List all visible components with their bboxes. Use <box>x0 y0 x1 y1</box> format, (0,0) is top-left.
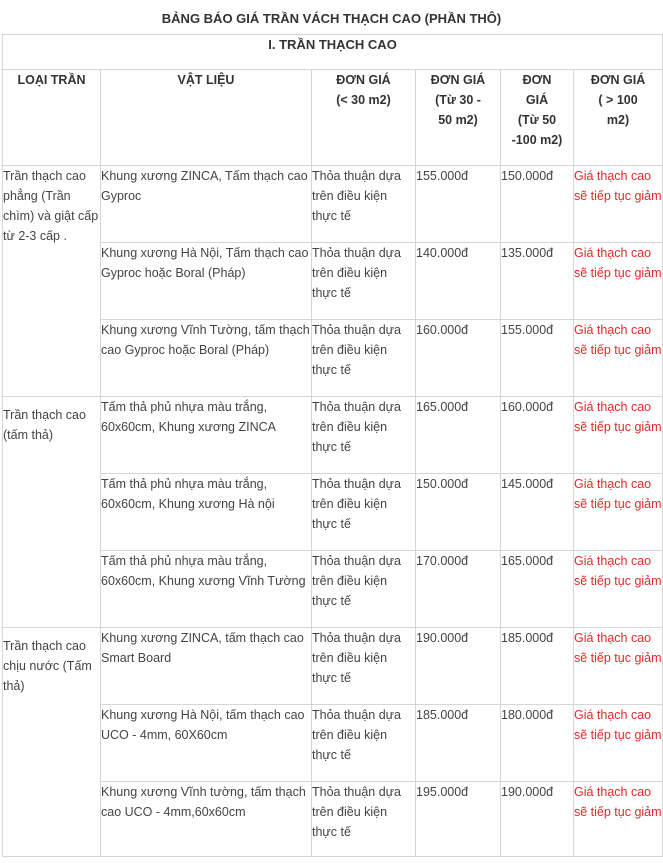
header-price-30-50: ĐƠN GIÁ (Từ 30 - 50 m2) <box>416 70 501 166</box>
section-title: I. TRẦN THẠCH CAO <box>3 35 663 70</box>
ceiling-type-cell: Trần thạch cao chịu nước (Tấm thả) <box>3 628 101 857</box>
price-under-30-cell: Thỏa thuận dựa trên điều kiện thực tế <box>312 782 416 857</box>
material-cell: Tấm thả phủ nhựa màu trắng, 60x60cm, Khung xương Hà nội <box>101 474 312 551</box>
price-over-100-cell: Giá thạch cao sẽ tiếp tục giảm <box>574 320 663 397</box>
price-30-50-cell: 155.000đ <box>416 166 501 243</box>
price-30-50-cell: 185.000đ <box>416 705 501 782</box>
price-30-50-cell: 195.000đ <box>416 782 501 857</box>
price-30-50-cell: 140.000đ <box>416 243 501 320</box>
table-row <box>3 628 663 705</box>
price-over-100-cell: Giá thạch cao sẽ tiếp tục giảm <box>574 397 663 474</box>
section-header-row <box>3 35 663 70</box>
price-under-30-cell: Thỏa thuận dựa trên điều kiện thực tế <box>312 474 416 551</box>
table-row <box>3 705 663 782</box>
material-cell: Khung xương Hà Nội, Tấm thạch cao Gyproc hoặc Boral (Pháp) <box>101 243 312 320</box>
ceiling-type-cell: Trần thạch cao phẳng (Trần chìm) và giật cấp từ 2-3 cấp . <box>3 166 101 397</box>
price-50-100-cell: 135.000đ <box>501 243 574 320</box>
price-over-100-cell: Giá thạch cao sẽ tiếp tục giảm <box>574 474 663 551</box>
price-under-30-cell: Thỏa thuận dựa trên điều kiện thực tế <box>312 243 416 320</box>
price-50-100-cell: 190.000đ <box>501 782 574 857</box>
header-price-under-30: ĐƠN GIÁ (< 30 m2) <box>312 70 416 166</box>
header-price-over-100: ĐƠN GIÁ ( > 100 m2) <box>574 70 663 166</box>
material-cell: Khung xương ZINCA, Tấm thạch cao Gyproc <box>101 166 312 243</box>
price-over-100-cell: Giá thạch cao sẽ tiếp tục giảm <box>574 782 663 857</box>
price-30-50-cell: 165.000đ <box>416 397 501 474</box>
table-row <box>3 243 663 320</box>
header-material: VẬT LIỆU <box>101 70 312 166</box>
price-50-100-cell: 185.000đ <box>501 628 574 705</box>
material-cell: Khung xương Vĩnh tường, tấm thạch cao UCO - 4mm,60x60cm <box>101 782 312 857</box>
ceiling-type-cell: Trần thạch cao (tấm thả) <box>3 397 101 628</box>
price-50-100-cell: 150.000đ <box>501 166 574 243</box>
material-cell: Tấm thả phủ nhựa màu trắng, 60x60cm, Khung xương Vĩnh Tường <box>101 551 312 628</box>
table-row <box>3 166 663 243</box>
price-under-30-cell: Thỏa thuận dựa trên điều kiện thực tế <box>312 166 416 243</box>
price-50-100-cell: 165.000đ <box>501 551 574 628</box>
table-caption: BẢNG BÁO GIÁ TRẦN VÁCH THẠCH CAO (PHẦN THÔ) <box>161 11 502 26</box>
price-30-50-cell: 190.000đ <box>416 628 501 705</box>
material-cell: Tấm thả phủ nhựa màu trắng, 60x60cm, Khung xương ZINCA <box>101 397 312 474</box>
price-50-100-cell: 145.000đ <box>501 474 574 551</box>
price-under-30-cell: Thỏa thuận dựa trên điều kiện thực tế <box>312 705 416 782</box>
price-50-100-cell: 155.000đ <box>501 320 574 397</box>
price-under-30-cell: Thỏa thuận dựa trên điều kiện thực tế <box>312 551 416 628</box>
price-30-50-cell: 150.000đ <box>416 474 501 551</box>
table-row <box>3 320 663 397</box>
price-under-30-cell: Thỏa thuận dựa trên điều kiện thực tế <box>312 397 416 474</box>
price-under-30-cell: Thỏa thuận dựa trên điều kiện thực tế <box>312 628 416 705</box>
table-row <box>3 474 663 551</box>
price-30-50-cell: 160.000đ <box>416 320 501 397</box>
price-over-100-cell: Giá thạch cao sẽ tiếp tục giảm <box>574 166 663 243</box>
material-cell: Khung xương ZINCA, tấm thạch cao Smart Board <box>101 628 312 705</box>
price-over-100-cell: Giá thạch cao sẽ tiếp tục giảm <box>574 705 663 782</box>
table-row <box>3 551 663 628</box>
price-over-100-cell: Giá thạch cao sẽ tiếp tục giảm <box>574 628 663 705</box>
price-50-100-cell: 180.000đ <box>501 705 574 782</box>
column-header-row <box>3 70 663 166</box>
table-row <box>3 782 663 857</box>
price-50-100-cell: 160.000đ <box>501 397 574 474</box>
material-cell: Khung xương Hà Nội, tấm thạch cao UCO - 4mm, 60X60cm <box>101 705 312 782</box>
price-under-30-cell: Thỏa thuận dựa trên điều kiện thực tế <box>312 320 416 397</box>
material-cell: Khung xương Vĩnh Tường, tấm thạch cao Gyproc hoặc Boral (Pháp) <box>101 320 312 397</box>
table-row <box>3 397 663 474</box>
header-type: LOẠI TRẦN <box>3 70 101 166</box>
price-30-50-cell: 170.000đ <box>416 551 501 628</box>
price-over-100-cell: Giá thạch cao sẽ tiếp tục giảm <box>574 243 663 320</box>
price-over-100-cell: Giá thạch cao sẽ tiếp tục giảm <box>574 551 663 628</box>
price-table <box>2 34 663 857</box>
header-price-50-100: ĐƠN GIÁ (Từ 50 -100 m2) <box>501 70 574 166</box>
